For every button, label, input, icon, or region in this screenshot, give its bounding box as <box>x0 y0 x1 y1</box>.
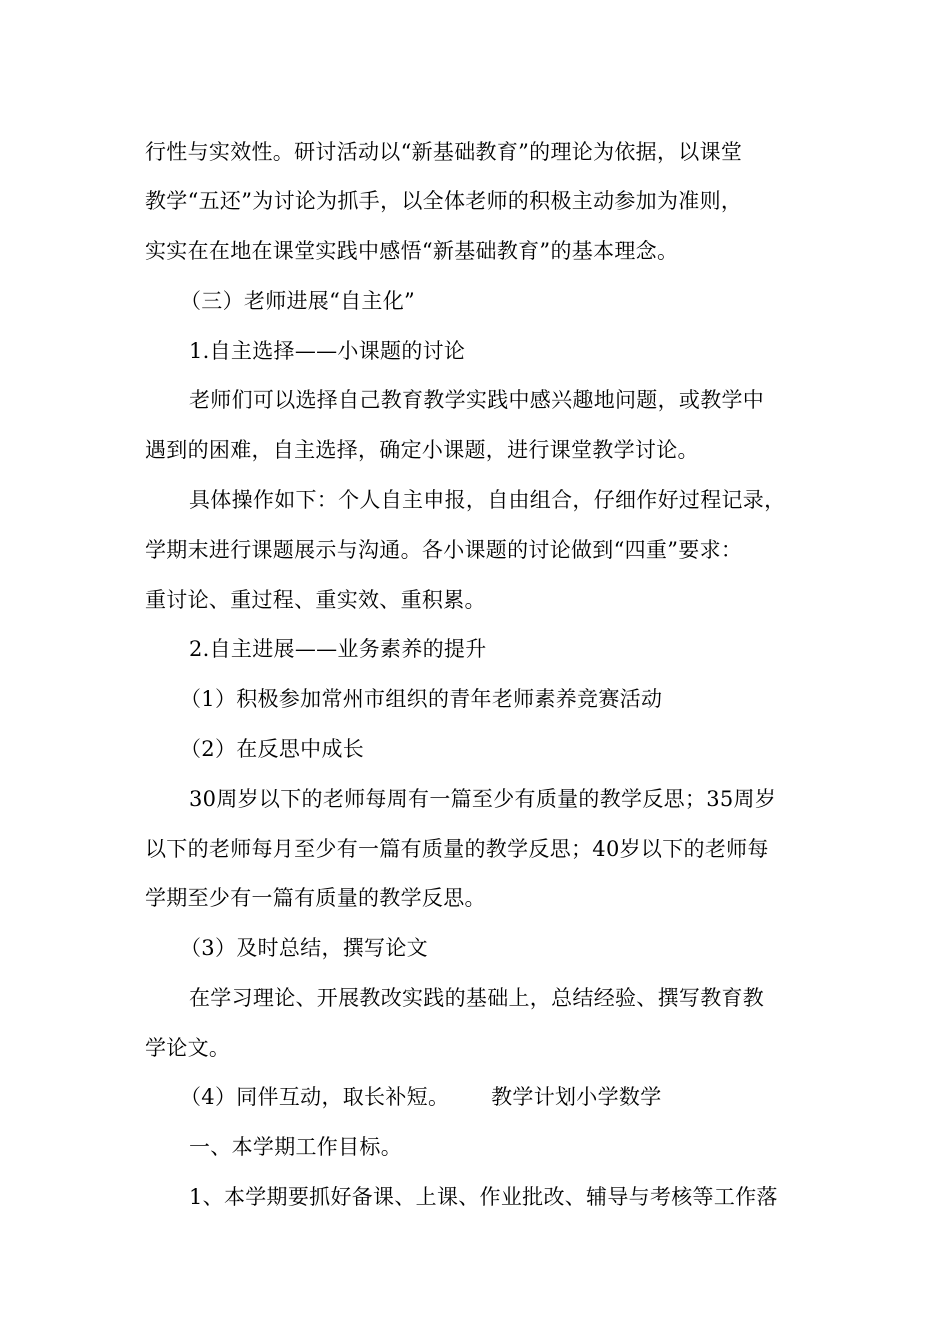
section-heading: （三）老师进展“自主化” <box>180 289 416 313</box>
body-text-line: 教学“五还”为讨论为抓手，以全体老师的积极主动参加为准则， <box>145 189 743 213</box>
body-text-line: 以下的老师每月至少有一篇有质量的教学反思；40岁以下的老师每 <box>145 837 769 861</box>
list-item: （2）在反思中成长 <box>180 737 365 761</box>
subsection-heading: 1.自主选择——小课题的讨论 <box>189 339 466 363</box>
body-text-line: 学期至少有一篇有质量的教学反思。 <box>145 886 486 910</box>
body-text-line: 在学习理论、开展教改实践的基础上，总结经验、撰写教育教 <box>189 986 765 1010</box>
body-text-line: 具体操作如下：个人自主申报，自由组合，仔细作好过程记录， <box>189 488 786 512</box>
body-text-line: 1、本学期要抓好备课、上课、作业批改、辅导与考核等工作落 <box>189 1185 778 1209</box>
list-item: （1）积极参加常州市组织的青年老师素养竞赛活动 <box>180 687 663 711</box>
body-text-line: 老师们可以选择自己教育教学实践中感兴趣地问题，或教学中 <box>189 388 765 412</box>
body-text-line: 实实在在地在课堂实践中感悟“新基础教育”的基本理念。 <box>145 239 679 263</box>
body-text-line: 行性与实效性。研讨活动以“新基础教育”的理论为依据，以课堂 <box>145 140 743 164</box>
body-text-line: 30周岁以下的老师每周有一篇至少有质量的教学反思；35周岁 <box>189 787 777 811</box>
subsection-heading: 2.自主进展——业务素养的提升 <box>189 637 487 661</box>
body-text-line: 学期末进行课题展示与沟通。各小课题的讨论做到“四重”要求： <box>145 538 743 562</box>
body-text-line: 学论文。 <box>145 1036 231 1060</box>
body-text-line: 遇到的困难，自主选择，确定小课题，进行课堂教学讨论。 <box>145 438 699 462</box>
list-item: （4）同伴互动，取长补短。 教学计划小学数学 <box>180 1085 662 1109</box>
body-text-line: 重讨论、重过程、重实效、重积累。 <box>145 588 486 612</box>
list-item: （3）及时总结，撰写论文 <box>180 936 428 960</box>
section-heading: 一、本学期工作目标。 <box>189 1135 402 1159</box>
